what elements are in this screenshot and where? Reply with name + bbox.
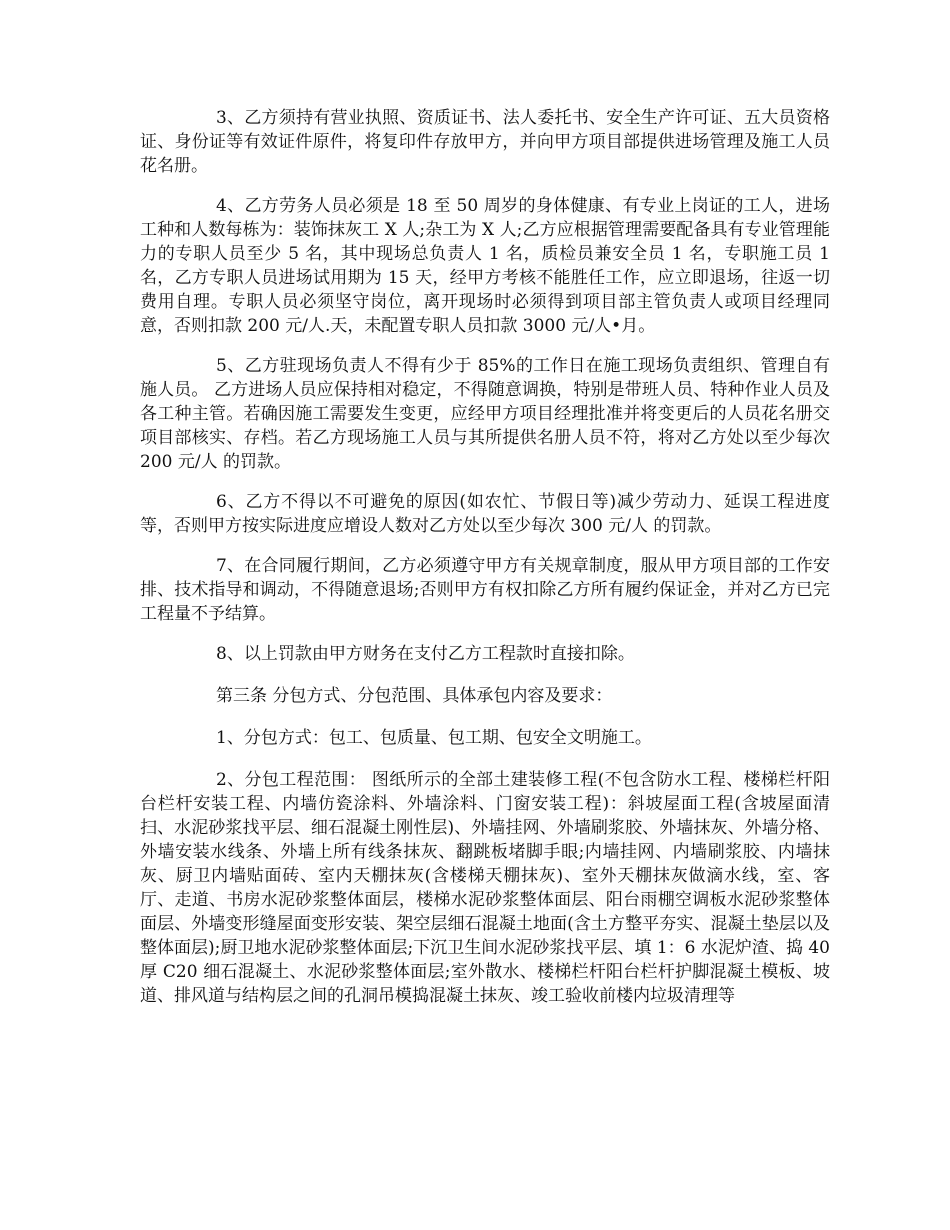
clause-paragraph-6: 6、乙方不得以不可避免的原因(如农忙、节假日等)减少劳动力、延误工程进度等，否则甲方按实际进度应增设人数对乙方处以至少每次 300 元/人 的罚款。 bbox=[140, 492, 830, 536]
subcontract-scope-paragraph: 2、分包工程范围： 图纸所示的全部土建装修工程(不包含防水工程、楼梯栏杆阳台栏杆安装工程、内墙仿瓷涂料、外墙涂料、门窗安装工程)：斜坡屋面工程(含坡屋面清扫、水泥砂浆找平层、细石混凝土刚性层)、外墙挂网、外墙刷浆胶、外墙抹灰、外墙分格、外墙安装水线条、外墙上所有线条抹灰、翻跳板堵脚手眼;内墙挂网、内墙刷浆胶、内墙抹灰、厨卫内墙贴面砖、室内天棚抹灰(含楼梯天棚抹灰)、室外天棚抹灰做滴水线，室、客厅、走道、书房水泥砂浆整体面层，楼梯水泥砂浆整体面层、阳台雨棚空调板水泥砂浆整体面层、外墙变形缝屋面变形安装、架空层细石混凝土地面(含土方整平夯实、混凝土垫层以及整体面层);厨卫地水泥砂浆整体面层;下沉卫生间水泥砂浆找平层、填 1：6 水泥炉渣、捣 40 厚 C20 细石混凝土、水泥砂浆整体面层;室外散水、楼梯栏杆阳台栏杆护脚混凝土模板、坡道、排风道与结构层之间的孔洞吊模捣混凝土抹灰、竣工验收前楼内垃圾清理等 bbox=[140, 770, 830, 1006]
subcontract-method-paragraph: 1、分包方式：包工、包质量、包工期、包安全文明施工。 bbox=[216, 728, 652, 748]
clause-paragraph-3: 3、乙方须持有营业执照、资质证书、法人委托书、安全生产许可证、五大员资格证、身份证等有效证件原件，将复印件存放甲方，并向甲方项目部提供进场管理及施工人员花名册。 bbox=[140, 108, 830, 176]
document-body bbox=[140, 106, 830, 1024]
clause-paragraph-5: 5、乙方驻现场负责人不得有少于 85%的工作日在施工现场负责组织、管理自有施人员。 乙方进场人员应保持相对稳定，不得随意调换，特别是带班人员、特种作业人员及各工种主管。若确因施工需要发生变更，应经甲方项目经理批准并将变更后的人员花名册交项目部核实、存档。若乙方现场施工人员与其所提供名册人员不符，将对乙方处以至少每次 200 元/人 的罚款。 bbox=[140, 356, 830, 472]
article-three-heading: 第三条 分包方式、分包范围、具体承包内容及要求： bbox=[216, 686, 613, 706]
clause-paragraph-7: 7、在合同履行期间，乙方必须遵守甲方有关规章制度，服从甲方项目部的工作安排、技术指导和调动，不得随意退场;否则甲方有权扣除乙方所有履约保证金，并对乙方已完工程量不予结算。 bbox=[140, 556, 830, 624]
clause-paragraph-8: 8、以上罚款由甲方财务在支付乙方工程款时直接扣除。 bbox=[216, 644, 635, 664]
clause-paragraph-4: 4、乙方劳务人员必须是 18 至 50 周岁的身体健康、有专业上岗证的工人，进场工种和人数每栋为：装饰抹灰工 X 人;杂工为 X 人;乙方应根据管理需要配备具有专业管理能力的专职人员至少 5 名，其中现场总负责人 1 名，质检员兼安全员 1 名，专职施工员 1 名，乙方专职人员进场试用期为 15 天，经甲方考核不能胜任工作，应立即退场，往返一切费用自理。专职人员必须坚守岗位，离开现场时必须得到项目部主管负责人或项目经理同意，否则扣款 200 元/人.天，未配置专职人员扣款 3000 元/人•月。 bbox=[140, 196, 830, 336]
